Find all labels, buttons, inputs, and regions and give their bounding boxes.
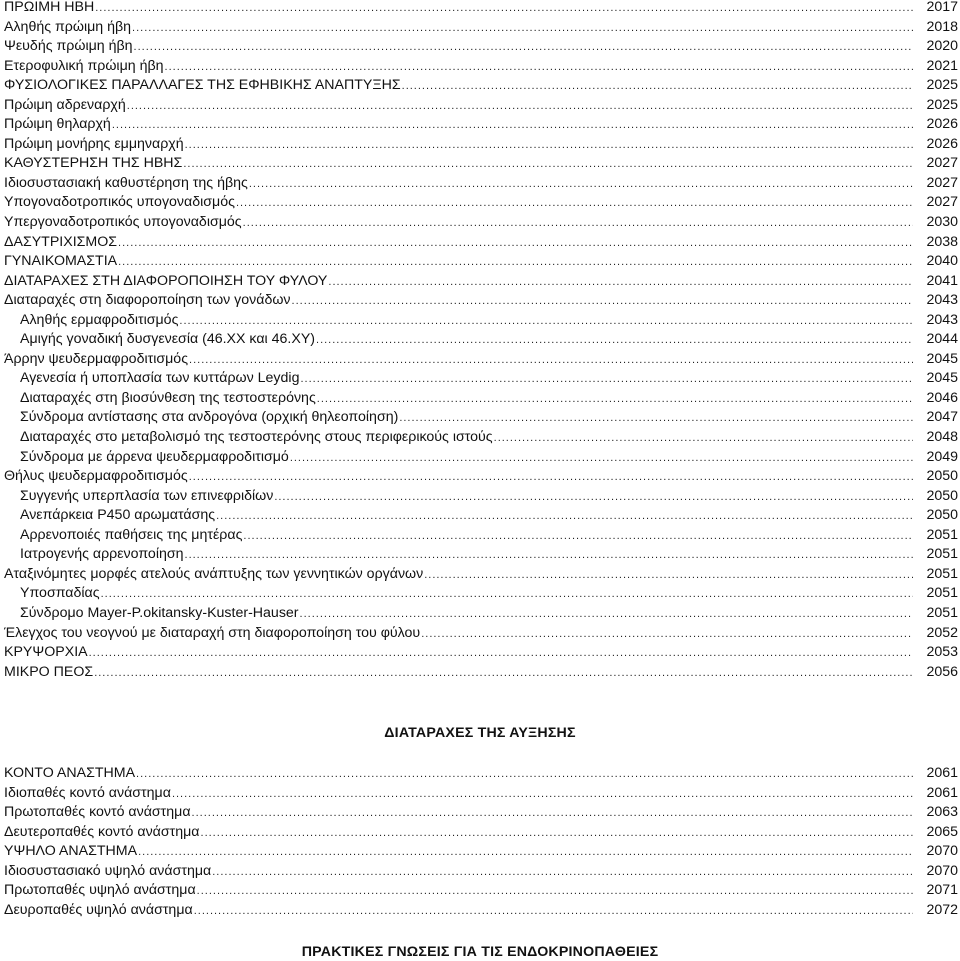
toc-entry: [4, 154, 958, 174]
toc-page-number: 2050: [926, 468, 958, 485]
toc-dot-leader: [421, 625, 913, 645]
toc-page-number: 2040: [926, 253, 958, 270]
toc-dot-leader: [236, 194, 913, 214]
toc-dot-leader: [138, 843, 913, 863]
toc-entry-title: Συγγενής υπερπλασία των επινεφριδίων: [20, 487, 274, 504]
toc-dot-leader: [212, 863, 913, 883]
toc-page-number: 2026: [926, 116, 958, 133]
toc-entry: [4, 369, 958, 389]
toc-dot-leader: [197, 882, 913, 902]
toc-entry: [4, 862, 958, 882]
toc-entry: [4, 174, 958, 194]
toc-dot-leader: [194, 902, 913, 922]
toc-entry: [4, 135, 958, 155]
toc-entry-title: Ψευδής πρώιμη ήβη: [4, 38, 133, 55]
toc-page-number: 2027: [926, 155, 958, 172]
toc-page-number: 2047: [926, 409, 958, 426]
toc-dot-leader: [399, 409, 913, 429]
toc-page-number: 2071: [926, 882, 958, 899]
toc-entry-title: Ιατρογενής αρρενοποίηση: [20, 546, 184, 563]
toc-entry: [4, 428, 958, 448]
toc-page-number: 2061: [926, 784, 958, 801]
toc-entry: [4, 643, 958, 663]
toc-entry: [4, 291, 958, 311]
toc-entry: [4, 545, 958, 565]
toc-entry: [4, 18, 958, 38]
toc-entry-title: Σύνδρομο Mayer-P.okitansky-Kuster-Hauser: [20, 604, 299, 621]
toc-dot-leader: [185, 136, 913, 156]
toc-page-number: 2025: [926, 96, 958, 113]
toc-dot-leader: [249, 175, 913, 195]
toc-page-number: 2038: [926, 233, 958, 250]
toc-entry-title: Υπεργοναδοτροπικός υπογοναδισμός: [4, 214, 242, 231]
toc-entry-title: Πρώιμη αδρεναρχή: [4, 96, 126, 113]
toc-dot-leader: [192, 804, 913, 824]
toc-entry: [4, 330, 958, 350]
toc-entry: [4, 233, 958, 253]
toc-entry: [4, 526, 958, 546]
toc-entry-title: Ετεροφυλική πρώιμη ήβη: [4, 57, 164, 74]
toc-entry: [4, 448, 958, 468]
toc-entry-title: Αληθής πρώιμη ήβη: [4, 18, 132, 35]
toc-entry: [4, 624, 958, 644]
toc-page-number: 2050: [926, 507, 958, 524]
toc-entry: [4, 252, 958, 272]
toc-page-number: 2070: [926, 862, 958, 879]
toc-entry: [4, 76, 958, 96]
toc-page-number: 2041: [926, 272, 958, 289]
toc-entry: [4, 881, 958, 901]
toc-entry-title: ΜΙΚΡΟ ΠΕΟΣ: [4, 663, 94, 680]
toc-entry: [4, 311, 958, 331]
toc-page-number: 2052: [926, 624, 958, 641]
toc-page-number: 2051: [926, 585, 958, 602]
toc-dot-leader: [216, 507, 913, 527]
toc-page-number: 2048: [926, 429, 958, 446]
toc-dot-leader: [127, 97, 913, 117]
toc-page-number: 2045: [926, 350, 958, 367]
toc-entry: [4, 350, 958, 370]
toc-page-number: 2027: [926, 174, 958, 191]
toc-dot-leader: [300, 605, 913, 625]
toc-entry-title: ΚΟΝΤΟ ΑΝΑΣΤΗΜΑ: [4, 765, 136, 781]
toc-dot-leader: [179, 312, 913, 332]
toc-dot-leader: [243, 527, 913, 547]
toc-entry-title: Αρρενοποιές παθήσεις της μητέρας: [20, 526, 243, 543]
toc-entry-title: ΓΥΝΑΙΚΟΜΑΣΤΙΑ: [4, 253, 118, 270]
toc-entry: [4, 803, 958, 823]
toc-entry: [4, 0, 958, 18]
toc-entry: [4, 467, 958, 487]
toc-entry: [4, 57, 958, 77]
toc-page-number: 2018: [926, 18, 958, 35]
toc-entry-title: Διαταραχές στη βιοσύνθεση της τεστοστερόνης: [20, 389, 316, 406]
toc-dot-leader: [118, 234, 913, 254]
toc-entry-title: Ανεπάρκεια P450 αρωματάσης: [20, 507, 216, 524]
toc-page-number: 2043: [926, 311, 958, 328]
section-heading-practical-knowledge: ΠΡΑΚΤΙΚΕΣ ΓΝΩΣΕΙΣ ΓΙΑ ΤΙΣ ΕΝΔΟΚΡΙΝΟΠΑΘΕΙΕΣ: [301, 944, 659, 960]
toc-entry-title: Πρωτοπαθές υψηλό ανάστημα: [4, 882, 196, 899]
section-heading-growth-disorders: ΔΙΑΤΑΡΑΧΕΣ ΤΗΣ ΑΥΞΗΣΗΣ: [384, 725, 576, 741]
toc-entry: [4, 487, 958, 507]
toc-dot-leader: [89, 644, 913, 664]
toc-dot-leader: [292, 292, 913, 312]
toc-page-number: 2045: [926, 370, 958, 387]
toc-entry: [4, 823, 958, 843]
toc-entry-title: Πρώιμη θηλαρχή: [4, 116, 111, 133]
toc-dot-leader: [94, 664, 913, 684]
toc-page-number: 2046: [926, 389, 958, 406]
toc-page-number: 2020: [926, 38, 958, 55]
toc-entry: [4, 96, 958, 116]
toc-page-number: 2021: [926, 57, 958, 74]
toc-entry-title: Πρωτοπαθές κοντό ανάστημα: [4, 804, 191, 821]
toc-entry: [4, 37, 958, 57]
toc-page-number: 2025: [926, 77, 958, 94]
toc-dot-leader: [136, 765, 913, 785]
toc-entry: [4, 842, 958, 862]
toc-page-number: 2030: [926, 214, 958, 231]
toc-page-number: 2065: [926, 823, 958, 840]
toc-entry: [4, 901, 958, 921]
toc-dot-leader: [112, 116, 913, 136]
toc-page-number: 2043: [926, 292, 958, 309]
toc-dot-leader: [316, 331, 913, 351]
toc-entry-title: Υπογοναδοτροπικός υπογοναδισμός: [4, 194, 235, 211]
toc-entry-title: Αγενεσία ή υποπλασία των κυττάρων Leydig: [20, 370, 300, 387]
toc-entry-title: Θήλυς ψευδερμαφροδιτισμός: [4, 468, 188, 485]
toc-entry: [4, 408, 958, 428]
toc-dot-leader: [172, 785, 913, 805]
toc-page-number: 2017: [926, 0, 958, 15]
toc-page-number: 2050: [926, 487, 958, 504]
toc-entry-title: Δευτεροπαθές κοντό ανάστημα: [4, 823, 200, 840]
toc-entry-title: Σύνδρομα αντίστασης στα ανδρογόνα (ορχική θηλεοποίηση): [20, 409, 399, 426]
toc-page-number: 2070: [926, 843, 958, 860]
toc-entry-title: ΥΨΗΛΟ ΑΝΑΣΤΗΜΑ: [4, 843, 138, 860]
toc-dot-leader: [189, 351, 913, 371]
toc-entry: [4, 213, 958, 233]
toc-page-number: 2049: [926, 448, 958, 465]
toc-page-number: 2026: [926, 135, 958, 152]
toc-entry: [4, 506, 958, 526]
toc-dot-leader: [201, 824, 913, 844]
toc-entry-title: Δευροπαθές υψηλό ανάστημα: [4, 901, 193, 918]
toc-dot-leader: [243, 214, 913, 234]
toc-entry-title: Άρρην ψευδερμαφροδιτισμός: [4, 350, 189, 367]
toc-entry-title: Αληθής ερμαφροδιτισμός: [20, 311, 179, 328]
toc-entry-title: ΚΡΥΨΟΡΧΙΑ: [4, 644, 88, 661]
toc-entry: [4, 115, 958, 135]
toc-entry-title: Ιδιοσυστασιακή καθυστέρηση της ήβης: [4, 174, 248, 191]
toc-entry: [4, 389, 958, 409]
toc-entry-title: Ιδιοπαθές κοντό ανάστημα: [4, 784, 171, 801]
toc-dot-leader: [118, 253, 913, 273]
toc-entry: [4, 272, 958, 292]
toc-page-number: 2072: [926, 901, 958, 918]
toc-dot-leader: [183, 155, 913, 175]
toc-page-number: 2051: [926, 565, 958, 582]
toc-page-number: 2051: [926, 604, 958, 621]
toc-dot-leader: [424, 566, 913, 586]
toc-entry-title: ΔΑΣΥΤΡΙΧΙΣΜΟΣ: [4, 233, 118, 250]
toc-entry: [4, 193, 958, 213]
toc-page-number: 2056: [926, 663, 958, 680]
toc-entry-title: Διαταραχές στο μεταβολισμό της τεστοστερόνης στους περιφερικούς ιστούς: [20, 429, 493, 446]
toc-entry: [4, 663, 958, 683]
toc-entry-title: ΠΡΩΙΜΗ ΗΒΗ: [4, 0, 95, 15]
toc-dot-leader: [274, 488, 913, 508]
toc-entry: [4, 604, 958, 624]
toc-entry-title: Αταξινόμητες μορφές ατελούς ανάπτυξης των γεννητικών οργάνων: [4, 565, 424, 582]
toc-page-number: 2051: [926, 546, 958, 563]
toc-list-puberty: [4, 0, 958, 682]
toc-entry-title: ΔΙΑΤΑΡΑΧΕΣ ΣΤΗ ΔΙΑΦΟΡΟΠΟΙΗΣΗ ΤΟΥ ΦΥΛΟΥ: [4, 272, 328, 289]
toc-entry: [4, 764, 958, 784]
toc-entry-title: Υποσπαδίας: [20, 585, 100, 602]
toc-dot-leader: [317, 390, 913, 410]
toc-dot-leader: [300, 370, 913, 390]
toc-entry: [4, 784, 958, 804]
toc-entry: [4, 584, 958, 604]
toc-list-growth: [4, 764, 958, 920]
toc-dot-leader: [95, 0, 913, 19]
toc-dot-leader: [165, 58, 913, 78]
toc-page-number: 2027: [926, 194, 958, 211]
toc-entry-title: Πρώιμη μονήρης εμμηναρχή: [4, 135, 184, 152]
toc-page-number: 2044: [926, 331, 958, 348]
toc-entry-title: Ιδιοσυστασιακό υψηλό ανάστημα: [4, 862, 212, 879]
toc-dot-leader: [132, 19, 913, 39]
toc-dot-leader: [402, 77, 913, 97]
toc-page-number: 2053: [926, 644, 958, 661]
toc-entry-title: ΦΥΣΙΟΛΟΓΙΚΕΣ ΠΑΡΑΛΛΑΓΕΣ ΤΗΣ ΕΦΗΒΙΚΗΣ ΑΝΑΠΤΥΞΗΣ: [4, 77, 401, 94]
toc-entry-title: Έλεγχος του νεογνού με διαταραχή στη διαφοροποίηση του φύλου: [4, 624, 421, 641]
toc-dot-leader: [494, 429, 913, 449]
toc-entry: [4, 565, 958, 585]
toc-entry-title: ΚΑΘΥΣΤΕΡΗΣΗ ΤΗΣ ΗΒΗΣ: [4, 155, 183, 172]
toc-dot-leader: [101, 585, 913, 605]
toc-dot-leader: [134, 38, 913, 58]
toc-dot-leader: [328, 273, 913, 293]
toc-entry-title: Αμιγής γοναδική δυσγενεσία (46.XX και 46.XY): [20, 331, 316, 348]
toc-page-number: 2061: [926, 765, 958, 781]
toc-dot-leader: [185, 546, 913, 566]
toc-dot-leader: [290, 449, 913, 469]
toc-entry-title: Σύνδρομα με άρρενα ψευδερμαφροδιτισμό: [20, 448, 289, 465]
toc-dot-leader: [189, 468, 913, 488]
toc-page-number: 2063: [926, 804, 958, 821]
toc-page-number: 2051: [926, 526, 958, 543]
toc-entry-title: Διαταραχές στη διαφοροποίηση των γονάδων: [4, 292, 291, 309]
